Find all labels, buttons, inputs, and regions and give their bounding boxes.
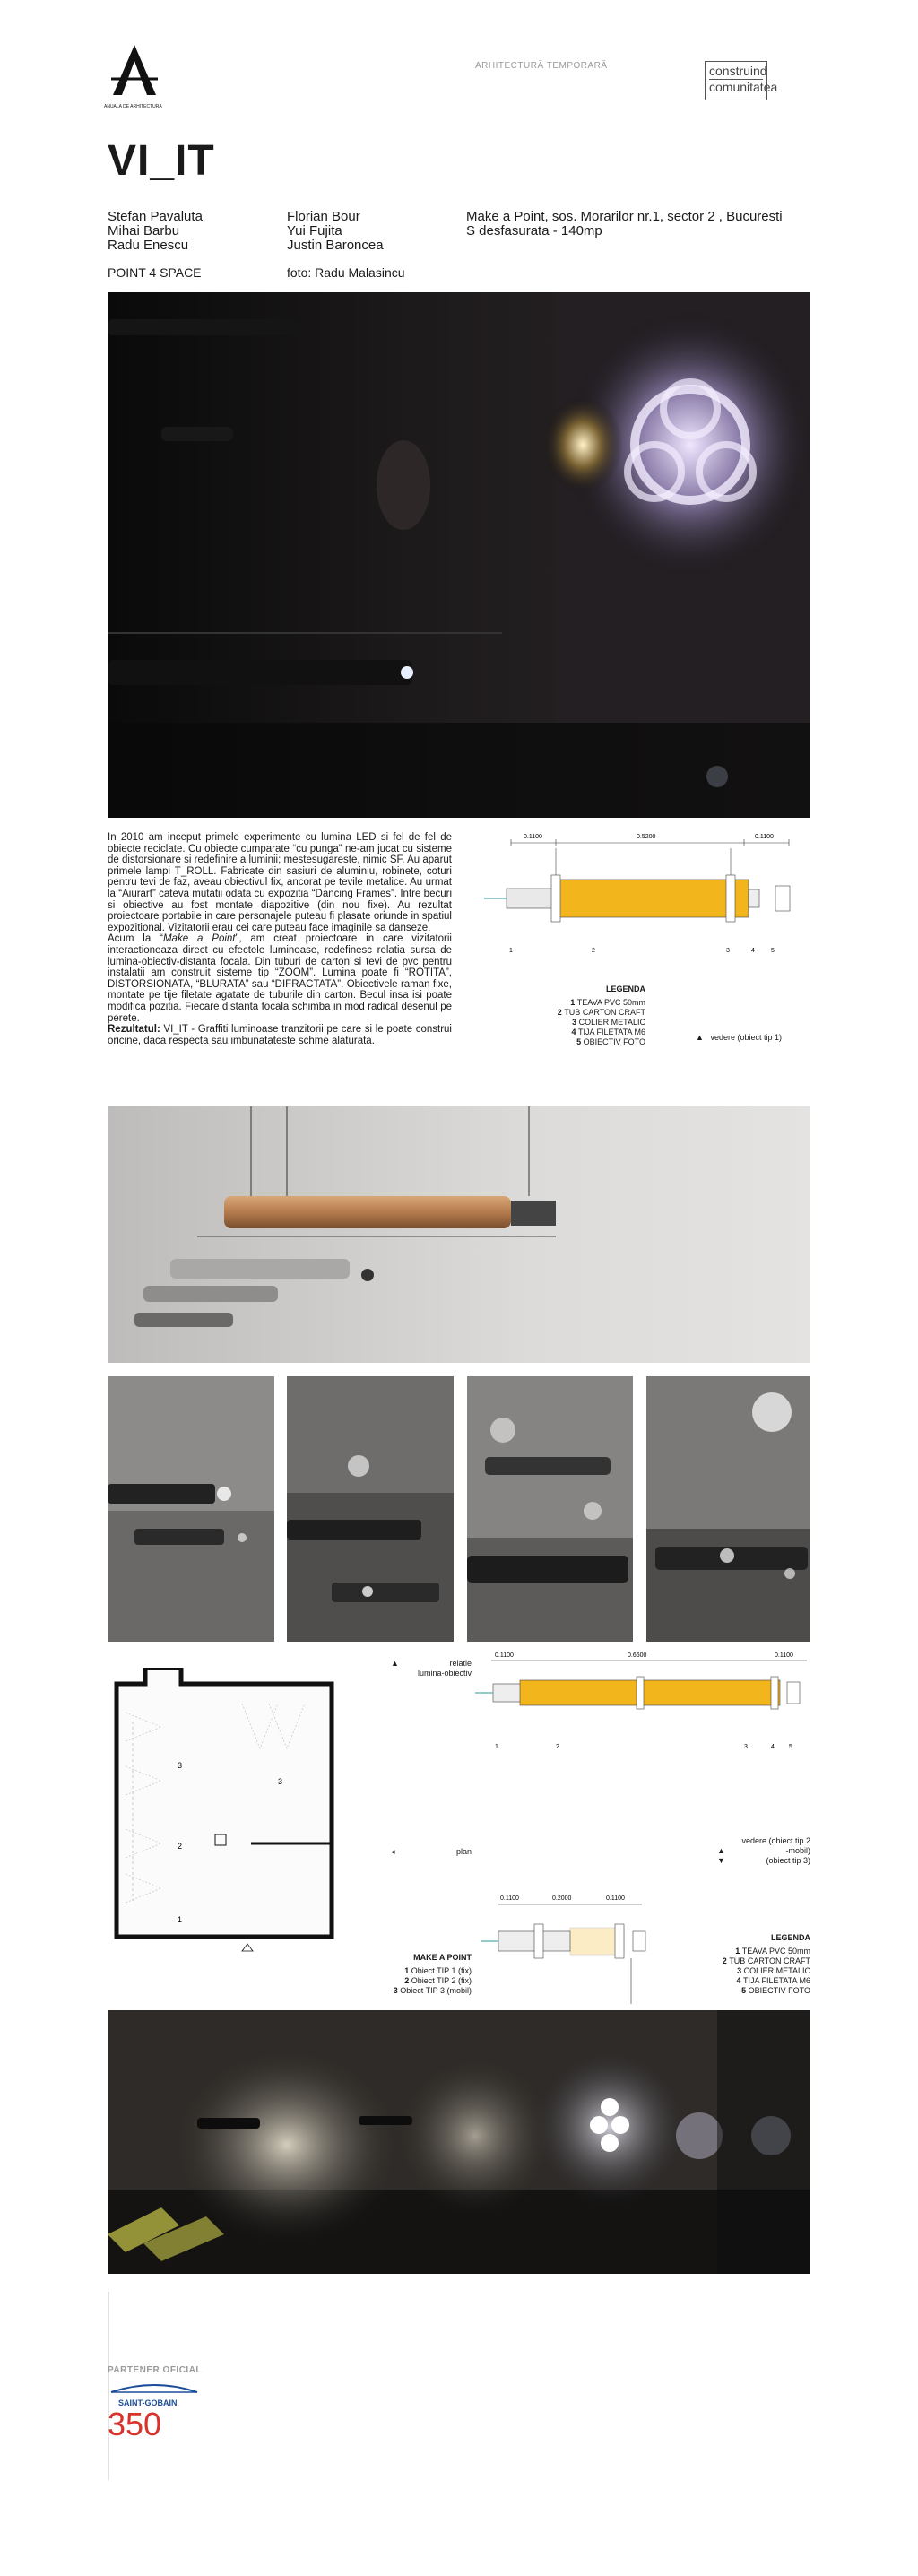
lamp-section-drawing (466, 830, 810, 974)
location-address: Make a Point, sos. Morarilor nr.1, sector 2 , Bucuresti (466, 209, 783, 224)
plan-key-item: 3 Obiect TIP 3 (mobil) (393, 1986, 472, 1995)
diagram-type1 (466, 830, 810, 1046)
plan-key (341, 1953, 472, 1996)
page-title: VI_IT (108, 137, 215, 185)
dim-mid: 0.5200 (637, 834, 656, 840)
legend-item: 1 TEAVA PVC 50mm (570, 998, 645, 1007)
legend-title: LEGENDA (605, 984, 645, 993)
dim-left: 0.1100 (524, 834, 542, 840)
sponsor-number: 350 (108, 2406, 162, 2442)
author: Radu Enescu (108, 238, 189, 253)
dim-right: 0.1100 (755, 834, 774, 840)
callout-number: 4 (751, 948, 755, 954)
photo-credit: foto: Radu Malasincu (287, 265, 405, 280)
dim-right: 0.1100 (775, 1652, 793, 1659)
plan-key-title: MAKE A POINT (413, 1953, 472, 1962)
hero-photo-image (108, 292, 810, 818)
author: Stefan Pavaluta (108, 209, 203, 224)
author: Florian Bour (287, 209, 360, 224)
dim-mid: 0.2000 (552, 1895, 572, 1902)
detail-photo-image (287, 1376, 454, 1642)
triangle-icon: ▲ (696, 1033, 704, 1042)
callout-number: 2 (556, 1744, 559, 1750)
diagram-type3 (481, 1892, 660, 2008)
badge-line1: construind (709, 64, 767, 78)
author: Mihai Barbu (108, 223, 180, 239)
triangle-icon: ▲ (391, 1659, 399, 1668)
author: Yui Fujita (287, 223, 342, 239)
callout-number: 5 (789, 1744, 792, 1750)
view-label-2-line3: ▼ (obiect tip 3) (717, 1856, 810, 1865)
lamps-photo-image (108, 1106, 810, 1363)
detail-photo-image (646, 1376, 810, 1642)
lamps-photo (108, 1106, 810, 1363)
description (108, 832, 452, 1046)
detail-photo-4 (646, 1376, 810, 1642)
detail-photo-image (108, 1376, 274, 1642)
dim-left: 0.1100 (495, 1652, 514, 1659)
author: Justin Baroncea (287, 238, 384, 253)
plan-label: 3 (178, 1761, 183, 1770)
gallery-photo-image (108, 2010, 810, 2274)
lamp-section-drawing-2 (475, 1650, 810, 1757)
construind-badge (705, 61, 778, 100)
bridge-icon (108, 2381, 206, 2394)
description-p1: In 2010 am inceput primele experimente cu lumina LED si fel de fel de obiecte reciclate. Cu obiecte cumparate “cu punga” ne-am jucat cu sisteme de distorsionare si redefinire a luminii; mestesugareste, nimic SF. Au aparut primele lampi T_ROLL. Fabricate din sasiuri de aluminiu, robinete, coturi pentru tevi de faz, aveau obiectivul fix, ancorat pe tevile metalice. Au urmat la “Aiurart” cateva mutatii odata cu expozitia “Dancing Frames”. Intre becuri si obiective au fost montate diapozitive (din nou fixe). Au rezultat proiectoare portabile in care personajele puteau fi plasate oriunde in spatiul expozitional. Vizitatorii erau cei care puteau face imaginile sa danseze. (108, 832, 452, 933)
detail-photo-1 (108, 1376, 274, 1642)
legend-item: 2 TUB CARTON CRAFT (557, 1008, 645, 1017)
legend-item: 2 TUB CARTON CRAFT (722, 1956, 810, 1965)
category-label: ARHITECTURĂ TEMPORARĂ (475, 61, 608, 71)
triangle-icon: ◂ (391, 1847, 395, 1856)
legend-item: 4 TIJA FILETATA M6 (571, 1028, 645, 1036)
callout-number: 3 (726, 948, 730, 954)
legend-item: 3 COLIER METALIC (737, 1966, 810, 1975)
gallery-photo (108, 2010, 810, 2274)
callout-number: 2 (592, 948, 595, 954)
callout-number: 4 (771, 1744, 775, 1750)
legend-item: 5 OBIECTIV FOTO (741, 1986, 810, 1995)
sponsor-name: SAINT-GOBAIN (118, 2398, 178, 2407)
detail-photo-2 (287, 1376, 454, 1642)
location-area: S desfasurata - 140mp (466, 223, 602, 239)
legend-item: 1 TEAVA PVC 50mm (735, 1947, 810, 1956)
plan-key-item: 2 Obiect TIP 2 (fix) (404, 1976, 472, 1985)
legend-item: 5 OBIECTIV FOTO (576, 1037, 645, 1046)
plan-label: 3 (278, 1777, 283, 1786)
view-label-2-line2: ▲ -mobil) (717, 1846, 810, 1855)
legend-item: 3 COLIER METALIC (572, 1018, 645, 1027)
logo-a-icon (108, 43, 161, 99)
dim-mid: 0.6600 (628, 1652, 647, 1659)
floor-plan-drawing (108, 1668, 341, 1955)
view-label-2: vedere (obiect tip 2 ▲ -mobil) ▼ (obiect tip 3) (717, 1836, 810, 1865)
hero-photo (108, 292, 810, 818)
callout-number: 3 (744, 1744, 748, 1750)
legend-1 (529, 984, 645, 1047)
label-relation: ▲ relatie lumina-obiectiv (391, 1659, 472, 1678)
partner-label: PARTENER OFICIAL (108, 2365, 203, 2375)
description-p2: Acum la “Make a Point”, am creat proiectoare in care vizitatorii interactioneaza direct cu efectele luminoase, redefinesc relatia sursa de lumina-obiectiv-distanta focala. Din tuburi de carton si tevi de pvc pentru instalatii am construit sisteme tip “ZOOM”. Lumina poate fi “ROTITA”, DISTORSIONATA, “BLURATA” sau “DIFRACTATA”. Obiectivele raman fixe, montate pe tije filetate agatate de tuburile din carton. Becul insa isi poate modifica pozitia. Fiecare distanta focala schimba in mod radical desenul pe perete. (108, 933, 452, 1024)
diagram-type2 (475, 1650, 810, 1757)
plan-label: 2 (178, 1842, 183, 1851)
detail-photo-image (467, 1376, 633, 1642)
callout-number: 1 (495, 1744, 498, 1750)
dim-right: 0.1100 (606, 1895, 625, 1902)
authors-col1 (108, 210, 203, 253)
dim-left: 0.1100 (500, 1895, 519, 1902)
detail-photo-3 (467, 1376, 633, 1642)
label-plan: ◂ plan (391, 1847, 472, 1856)
logo-text: ANUALA DE ARHITECTURA (104, 104, 162, 109)
triangle-icon: ▼ (717, 1856, 725, 1865)
legend-item: 4 TIJA FILETATA M6 (736, 1976, 810, 1985)
callout-number: 1 (509, 948, 513, 954)
plan-label: 1 (178, 1915, 183, 1924)
sponsor-logo (108, 2381, 206, 2444)
legend-2 (694, 1933, 810, 1996)
floor-plan (108, 1668, 341, 1955)
description-result: Rezultatul: VI_IT - Graffiti luminoase tranzitorii pe care si le poate construi oricine, daca respecta sau imbunatateste schme alaturata. (108, 1024, 452, 1046)
location (466, 210, 783, 239)
logo (104, 43, 162, 109)
lamp-section-drawing-3 (481, 1892, 660, 2008)
legend-title: LEGENDA (770, 1933, 810, 1942)
badge-line2: comunitatea (709, 80, 778, 94)
plan-key-item: 1 Obiect TIP 1 (fix) (404, 1966, 472, 1975)
authors-col2 (287, 210, 384, 253)
triangle-icon: ▲ (717, 1846, 725, 1855)
callout-number: 5 (771, 948, 775, 954)
studio-name: POINT 4 SPACE (108, 265, 202, 280)
view-label-1: ▲ vedere (obiect tip 1) (696, 1033, 782, 1042)
